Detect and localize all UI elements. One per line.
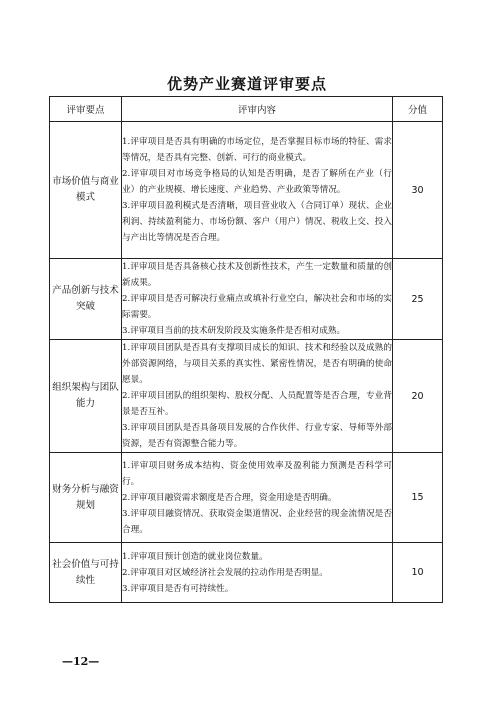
- content-item: 1.评审项目是否具有明确的市场定位，是否掌握目标市场的特征、需求等情况，是否具有完整、创新、可行的商业模式。: [122, 137, 392, 163]
- content-item: 3.评审项目盈利模式是否清晰，项目营业收入（合同订单）现状、企业利润、持续盈利能力、市场份额、客户（用户）情况、税收上交、投入与产出比等情况是否合理。: [122, 201, 392, 243]
- criterion-cell: 市场价值与商业模式: [50, 122, 122, 259]
- score-cell: 20: [393, 340, 443, 453]
- score-cell: 25: [393, 259, 443, 340]
- table-header-row: [50, 97, 443, 122]
- criterion-cell: 产品创新与技术突破: [50, 259, 122, 340]
- content-item: 1.评审项目预计创造的就业岗位数量。: [122, 551, 268, 562]
- page-number: —12—: [62, 655, 100, 668]
- content-cell: [122, 543, 393, 603]
- score-cell: 15: [393, 453, 443, 543]
- score-cell: 10: [393, 543, 443, 603]
- criterion-cell: 社会价值与可持续性: [50, 543, 122, 603]
- content-item: 2.评审项目是否可解决行业痛点或填补行业空白，解决社会和市场的实际需要。: [122, 294, 392, 320]
- page-title: 优势产业赛道评审要点: [166, 75, 327, 93]
- table-row: [50, 340, 443, 453]
- content-cell: [122, 122, 393, 259]
- content-item: 1.评审项目团队是否具有支撑项目成长的知识、技术和经验以及成熟的外部资源网络，与项目关系的真实性、紧密性情况，是否有明确的使命愿景。: [122, 343, 392, 385]
- content-item: 3.评审项目团队是否具备项目发展的合作伙伴、行业专家、导师等外部资源，是否有资源整合能力等。: [122, 423, 392, 449]
- table-row: [50, 543, 443, 603]
- criterion-cell: 财务分析与融资规划: [50, 453, 122, 543]
- header-criterion: 评审要点: [50, 97, 122, 122]
- content-item: 3.评审项目融资情况、获取资金渠道情况、企业经营的现金流情况是否合理。: [122, 508, 392, 535]
- content-cell: [122, 340, 393, 453]
- table-row: [50, 122, 443, 259]
- criterion-cell: 组织架构与团队能力: [50, 340, 122, 453]
- score-cell: 30: [393, 122, 443, 259]
- content-item: 2.评审项目对市场竞争格局的认知是否明确，是否了解所在产业（行业）的产业规模、增长速度、产业趋势、产业政策等情况。: [122, 169, 392, 195]
- content-item: 2.评审项目对区域经济社会发展的拉动作用是否明显。: [122, 567, 328, 578]
- content-item: 1.评审项目财务成本结构、资金使用效率及盈利能力预测是否科学可行。: [122, 460, 392, 487]
- content-item: 3.评审项目当前的技术研发阶段及实施条件是否相对成熟。: [122, 326, 346, 336]
- header-score: 分值: [393, 97, 443, 122]
- content-item: 2.评审项目团队的组织架构、股权分配、人员配置等是否合理，专业背景是否互补。: [122, 391, 392, 417]
- evaluation-table: [49, 96, 443, 603]
- content-cell: [122, 259, 393, 340]
- content-cell: [122, 453, 393, 543]
- header-content: 评审内容: [122, 97, 393, 122]
- content-item: 2.评审项目融资需求额度是否合理，资金用途是否明确。: [122, 492, 337, 503]
- table-row: [50, 453, 443, 543]
- content-item: 1.评审项目是否具备核心技术及创新性技术，产生一定数量和质量的创新成果。: [122, 262, 392, 288]
- table-row: [50, 259, 443, 340]
- content-item: 3.评审项目是否有可持续性。: [122, 583, 234, 594]
